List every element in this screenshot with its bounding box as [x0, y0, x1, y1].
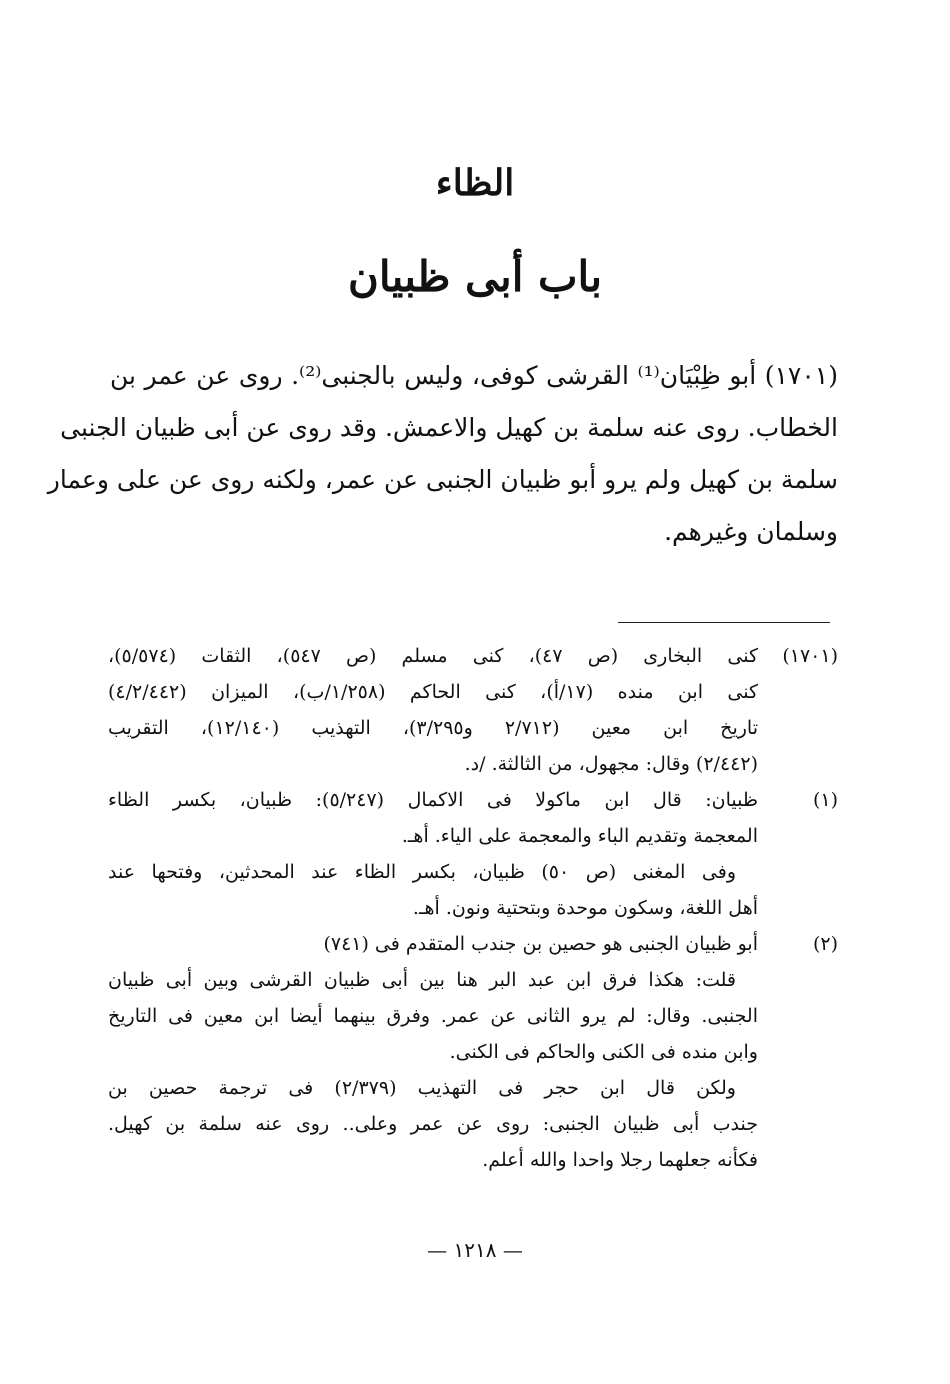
chapter-title: باب أبى ظبيان — [347, 252, 603, 301]
entry-line: سلمة بن كهيل ولم يرو أبو ظبيان الجنبى عن عمر، ولكنه روى عن على وعمار — [47, 465, 838, 494]
footnote-1701 — [108, 638, 838, 782]
section-title: الظاء — [435, 162, 515, 204]
footnote-line: قلت: هكذا فرق ابن عبد البر هنا بين أبى ظبيان القرشى وبين أبى ظبيان — [108, 969, 736, 991]
footnote-line: وفى المغنى (ص ٥٠) ظبيان، بكسر الظاء عند المحدثين، وفتحها عند — [108, 861, 736, 883]
footnote-line: ولكن قال ابن حجر فى التهذيب (٢/٣٧٩) فى ترجمة حصين بن — [108, 1077, 736, 1099]
entry-line: (١٧٠١) أبو ظِبْيَان⁽¹⁾ القرشى كوفى، وليس بالجنبى⁽²⁾. روى عن عمر بن — [110, 361, 838, 390]
footnote-line: الجنبى. وقال: لم يرو الثانى عن عمر. وفرق بينهما أيضا ابن معين فى التاريخ — [108, 1005, 758, 1027]
footnote-number: (٢) — [812, 933, 838, 955]
footnote-body — [108, 638, 758, 782]
footnote-line: كنى ابن منده (١٧/أ)، كنى الحاكم (١/٢٥٨/ب)، الميزان (٤/٢/٤٤٢) — [108, 681, 759, 703]
footnote-line: (٢/٤٤٢) وقال: مجهول، من الثالثة. /د. — [464, 753, 758, 775]
footnote-line: أبو ظبيان الجنبى هو حصين بن جندب المتقدم فى (٧٤١) — [323, 933, 758, 955]
footnote-line: وابن منده فى الكنى والحاكم فى الكنى. — [449, 1041, 758, 1063]
footnote-line: جندب أبى ظبيان الجنبى: روى عن عمر وعلى.. روى عنه سلمة بن كهيل. — [108, 1113, 758, 1135]
footnote-1 — [108, 782, 838, 926]
footnote-line: فكأنه جعلهما رجلا واحدا والله أعلم. — [482, 1149, 758, 1171]
footnote-number: (١٧٠١) — [782, 645, 838, 667]
entry-text — [47, 350, 838, 558]
footnote-line: ظبيان: قال ابن ماكولا فى الاكمال (٥/٢٤٧): ظبيان، بكسر الظاء — [108, 789, 758, 811]
footnote-separator — [618, 622, 830, 623]
footnotes — [108, 638, 838, 1178]
footnote-number: (١) — [812, 789, 838, 811]
entry-line: الخطاب. روى عنه سلمة بن كهيل والاعمش. وقد روى عن أبى ظبيان الجنبى — [60, 413, 838, 442]
footnote-line: المعجمة وتقديم الباء والمعجمة على الياء. أهـ. — [401, 825, 758, 847]
entry-line: وسلمان وغيرهم. — [664, 517, 838, 546]
footnote-line: أهل اللغة، وسكون موحدة وبتحتية ونون. أهـ. — [412, 897, 758, 919]
footnote-line: كنى البخارى (ص ٤٧)، كنى مسلم (ص ٥٤٧)، الثقات (٥/٥٧٤)، — [108, 645, 758, 667]
footnote-body — [108, 782, 758, 926]
footnote-line: تاريخ ابن معين (٢/٧١٢ و٣/٢٩٥)، التهذيب (١٢/١٤٠)، التقريب — [108, 717, 758, 739]
footnote-body — [108, 926, 758, 1178]
footnote-2 — [108, 926, 838, 1178]
page-number: — ١٢١٨ — — [427, 1238, 523, 1262]
